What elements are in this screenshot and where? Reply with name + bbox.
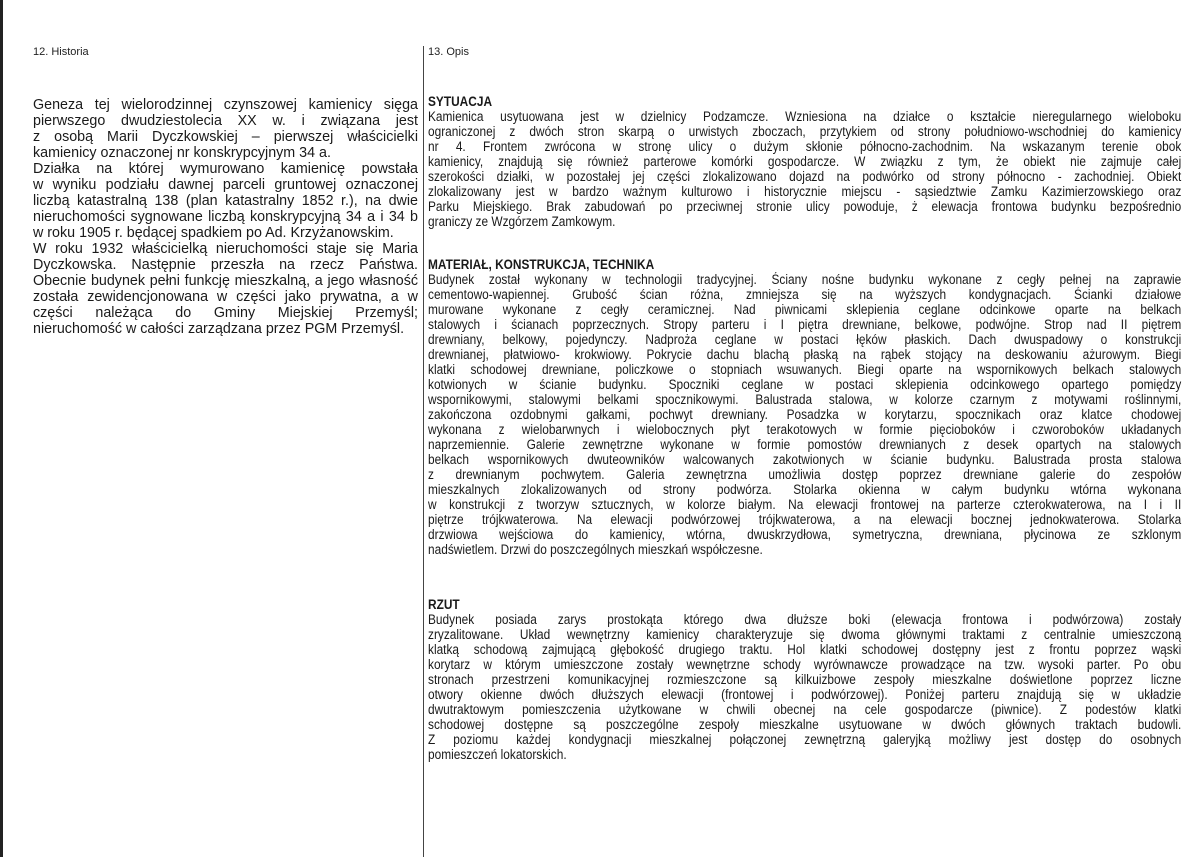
text-line: schodowej dostępne są poszczególne zespoły mieszkalne usytuowane w dwóch głównych traktach budowli. bbox=[428, 717, 1182, 732]
text-line: drzwiowa wejściowa do kamienicy, wtórna, dwuskrzydłowa, symetryczna, drewniana, płycinowa ze szklonym bbox=[428, 527, 1182, 542]
text-line: Obecnie budynek pełni funkcję mieszkalną, a jego własność bbox=[33, 273, 418, 289]
text-line: naprzemiennie. Galerie zewnętrzne wykonane w formie pomostów drewnianych z desek opartych na stalowych bbox=[428, 437, 1182, 452]
text-line: w roku 1905 r. będącej spadkiem po Ad. Krzyżanowskim. bbox=[33, 225, 394, 241]
text-line: W roku 1932 właścicielką nieruchomości staje się Maria bbox=[33, 241, 418, 257]
column-divider bbox=[423, 46, 424, 857]
section-rzut bbox=[428, 597, 1181, 762]
text-line: nadświetlem. Drzwi do poszczególnych mieszkań współczesne. bbox=[428, 542, 763, 557]
opis-text bbox=[428, 94, 1181, 762]
section-sytuacja bbox=[428, 94, 1181, 229]
text-line: części należąca do Gminy Miejskiej Przemyśl; bbox=[33, 305, 418, 321]
section-label-opis: 13. Opis bbox=[428, 46, 469, 58]
text-line: Dyczkowska. Następnie przeszła na rzecz Państwa. bbox=[33, 257, 418, 273]
text-line: nr 4. Frontem zwrócona w stronę ulicy o dużym skłonie północno-zachodnim. Na wskazanym terenie obok bbox=[428, 139, 1182, 154]
section-heading: SYTUACJA bbox=[428, 94, 493, 109]
text-line: kamienicy, znajdują się również parterowe komórki gospodarcze. W związku z tym, że obiekt nie zajmuje całej bbox=[428, 154, 1182, 169]
text-line: z drewnianym pochwytem. Galeria zewnętrzna umożliwia dostęp poprzez drewniane galerie do zespołów bbox=[428, 467, 1182, 482]
text-line: nieruchomości sygnowane liczbą konskrypcyjną 34 a i 34 b bbox=[33, 209, 418, 225]
text-line: Z poziomu każdej kondygnacji mieszkalnej połączonej zewnętrzną galeryjką możliwy jest dostęp do osobnych bbox=[428, 732, 1182, 747]
text-line: klatki schodowej drewniane, policzkowe o stopniach wsuwanych. Biegi oparte na wspornikowych belkach stalowych bbox=[428, 362, 1182, 377]
text-line: zakończona ozdobnymi gałkami, pochwyt drewniany. Posadzka w korytarzu, spocznikach oraz klatce chodowej bbox=[428, 407, 1182, 422]
text-line: Budynek posiada zarys prostokąta którego dwa dłuższe boki (elewacja frontowa i podwórzowa) zostały bbox=[428, 612, 1182, 627]
scan-edge bbox=[0, 0, 3, 857]
text-line: Geneza tej wielorodzinnej czynszowej kamienicy sięga bbox=[33, 97, 418, 113]
text-line: w konstrukcji z tworzyw sztucznych, w kolorze białym. Na elewacji frontowej na parterze czterokwaterowa, na I i II bbox=[428, 497, 1182, 512]
text-line: wykonana z wielobarwnych i wielobocznych płyt terakotowych w formie pięcioboków i czworoboków układanych bbox=[428, 422, 1182, 437]
text-line: piętrze trójkwaterowa. Na elewacji podwórzowej trójkwaterowa, a na elewacji bocznej jednokwaterowa. Stolarka bbox=[428, 512, 1182, 527]
text-line: stronach przestrzeni komunikacyjnej rozmieszczone są kilkuizbowe zespoły mieszkalne doświetlone poprzez liczne bbox=[428, 672, 1182, 687]
text-line: Parku Miejskiego. Brak zabudowań po przeciwnej stronie ulicy powoduje, ż elewacja frontowa budynku bezpośrednio bbox=[428, 199, 1182, 214]
text-line: Kamienica usytuowana jest w dzielnicy Podzamcze. Wzniesiona na działce o kształcie nieregularnego wieloboku bbox=[428, 109, 1182, 124]
text-line: cementowo-wapiennej. Grubość ścian różna, zmniejsza się na wyższych kondygnacjach. Ścianki działowe bbox=[428, 287, 1182, 302]
text-line: kamienicy oznaczonej nr konskrypcyjnym 34 a. bbox=[33, 145, 331, 161]
text-line: otwory okienne dwóch dłuższych elewacji (frontowej i podwórzowej). Poniżej parteru znajdują się w układzie bbox=[428, 687, 1182, 702]
text-line: z osobą Marii Dyczkowskiej – pierwszej właścicielki bbox=[33, 129, 418, 145]
text-line: liczbą katastralną 138 (plan katastralny 1852 r.), na dwie bbox=[33, 193, 418, 209]
text-line: stalowych i ścianach poprzecznych. Stropy parteru i I piętra drewniane, belkowe, podwójne. Strop nad II piętrem bbox=[428, 317, 1182, 332]
text-line: Budynek został wykonany w technologii tradycyjnej. Ściany nośne budynku wykonane z cegły pełnej na zaprawie bbox=[428, 272, 1182, 287]
text-line: wspornikowymi, stalowymi belkami spocznikowymi. Balustrada stalowa, w kolorze czarnym z motywami roślinnymi, bbox=[428, 392, 1182, 407]
text-line: murowane wykonane z cegły ceramicznej. Nad piwnicami sklepienia ceglane odcinkowe oparte na belkach bbox=[428, 302, 1182, 317]
text-line: nieruchomość w całości zarządzana przez PGM Przemyśl. bbox=[33, 321, 405, 337]
text-line: dwutraktowym pomieszczenia użytkowane w chwili obecnej na cele gospodarcze (piwnice). Z podestów klatki bbox=[428, 702, 1182, 717]
text-line: szerokości działki, w pozostałej jej części zlokalizowano dojazd na podwórko od strony północno - zachodniej. Obiekt bbox=[428, 169, 1182, 184]
text-line: belkach wspornikowych dwuteowników walcowanych zakotwionych w ścianie budynku. Balustrada prosta stalowa bbox=[428, 452, 1182, 467]
text-line: drewniany, belkowy, pojedynczy. Nadproża ceglane w postaci łęków płaskich. Dach dwuspadowy o konstrukcji bbox=[428, 332, 1182, 347]
text-line: klatką schodową zajmującą głębokość drugiego traktu. Hol klatki schodowej dostępny jest z frontu poprzez wąski bbox=[428, 642, 1182, 657]
section-heading: MATERIAŁ, KONSTRUKCJA, TECHNIKA bbox=[428, 257, 655, 272]
section-material bbox=[428, 257, 1181, 557]
text-line: zryzalitowane. Układ wewnętrzny kamienicy charakteryzuje się dwoma głównymi traktami z centralnie umieszczoną bbox=[428, 627, 1182, 642]
text-line: pomieszczeń lokatorskich. bbox=[428, 747, 567, 762]
historia-text bbox=[33, 97, 418, 337]
text-line: drewnianej, płatwiowo- krokwiowy. Pokrycie dachu blachą płaską na rąbek stojący na deskowaniu ażurowym. Biegi bbox=[428, 347, 1182, 362]
text-line: ograniczonej z dwóch stron skarpą o urwistych zboczach, przytykiem od strony południowo-wschodniej do kamienicy bbox=[428, 124, 1182, 139]
text-line: w wyniku podziału dawnej parceli gruntowej oznaczonej bbox=[33, 177, 418, 193]
text-line: Działka na której wymurowano kamienicę powstała bbox=[33, 161, 418, 177]
text-line: pierwszego dwudziestolecia XX w. i związana jest bbox=[33, 113, 418, 129]
text-line: zlokalizowany jest w bardzo ważnym kulturowo i historycznie miejscu - sąsiedztwie Zamku Kazimierzowskiego oraz bbox=[428, 184, 1182, 199]
section-heading: RZUT bbox=[428, 597, 460, 612]
text-line: kotwionych w ścianie budynku. Spoczniki ceglane w postaci sklepienia odcinkowego opartego pomiędzy bbox=[428, 377, 1182, 392]
text-line: korytarz w którym umieszczone zostały wewnętrzne schody wyrównawcze prowadzące na tzw. wysoki parter. Po obu bbox=[428, 657, 1182, 672]
text-line: mieszkalnych zlokalizowanych od strony podwórza. Stolarka okienna w całym budynku wtórna wykonana bbox=[428, 482, 1182, 497]
section-label-historia: 12. Historia bbox=[33, 46, 89, 58]
text-line: graniczy ze Wzgórzem Zamkowym. bbox=[428, 214, 616, 229]
text-line: została zewidencjonowana w części jako prywatna, a w bbox=[33, 289, 418, 305]
